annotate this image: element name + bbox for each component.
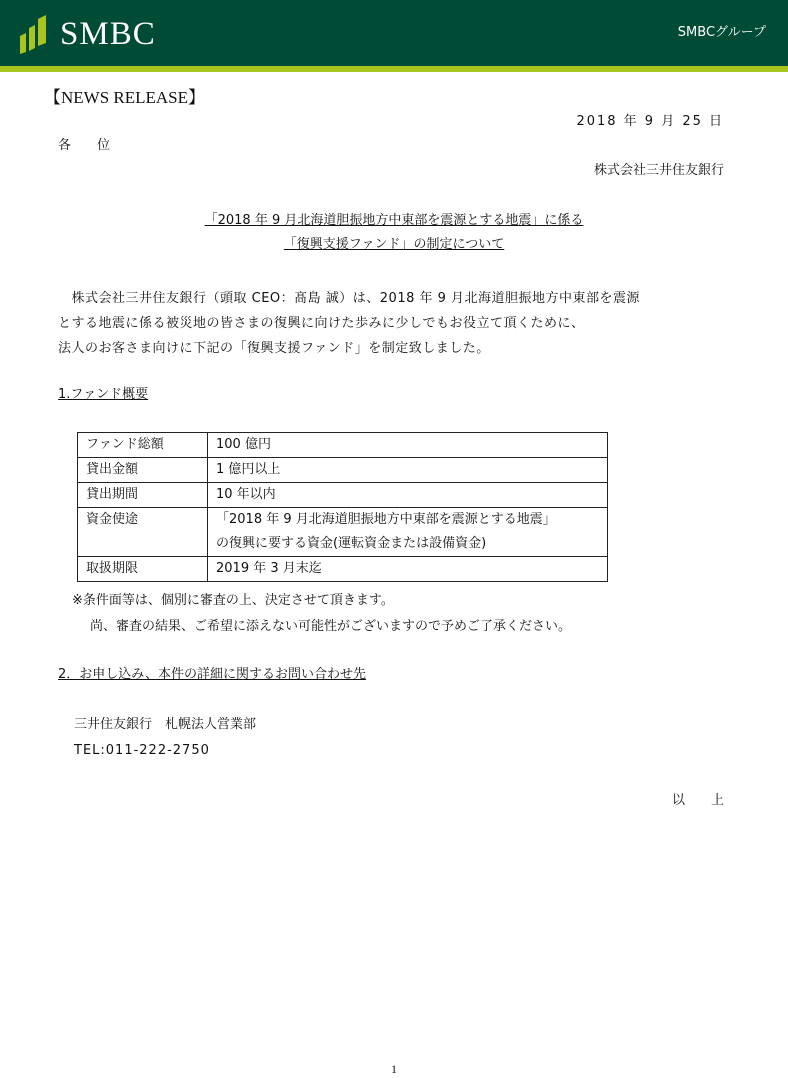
body-paragraph — [58, 286, 733, 361]
table-value: 100 億円 — [208, 433, 608, 458]
table-value-line: の復興に要する資金(運転資金または設備資金) — [216, 536, 487, 551]
body-line: 法人のお客さま向けに下記の「復興支援ファンド」を制定致しました。 — [58, 341, 490, 356]
note-review: 尚、審査の結果、ご希望に添えない可能性がございますので予めご了承ください。 — [90, 619, 572, 634]
logo-text: SMBC — [60, 16, 156, 52]
table-key: ファンド総額 — [78, 433, 208, 458]
table-row — [78, 458, 608, 483]
table-value — [208, 508, 608, 557]
section-heading-contact: 2．お申し込み、本件の詳細に関するお問い合わせ先 — [58, 667, 367, 682]
body-line: 株式会社三井住友銀行（頭取 CEO：髙島 誠）は、2018 年 9 月北海道胆振地方中東部を震源 — [58, 291, 641, 306]
group-name: SMBCグループ — [677, 25, 766, 40]
table-key: 貸出期間 — [78, 483, 208, 508]
contact-phone: TEL:011-222-2750 — [74, 743, 210, 758]
title-line-1: 「2018 年 9 月北海道胆振地方中東部を震源とする地震」に係る — [204, 213, 584, 228]
fund-table — [77, 432, 608, 582]
page-number: 1 — [391, 1062, 397, 1076]
table-key: 資金使途 — [78, 508, 208, 557]
table-row — [78, 483, 608, 508]
contact-department: 三井住友銀行 札幌法人営業部 — [74, 717, 257, 732]
note-conditions: ※条件面等は、個別に審査の上、決定させて頂きます。 — [72, 593, 394, 608]
table-value: 2019 年 3 月末迄 — [208, 557, 608, 582]
table-row — [78, 433, 608, 458]
addressee: 各 位 — [58, 138, 111, 153]
smbc-logo-icon — [18, 14, 48, 54]
release-date: 2018 年 9 月 25 日 — [576, 114, 724, 129]
table-row — [78, 557, 608, 582]
header-bar — [0, 0, 788, 66]
table-row — [78, 508, 608, 557]
table-value: 10 年以内 — [208, 483, 608, 508]
title-line-2: 「復興支援ファンド」の制定について — [283, 237, 505, 252]
company-name: 株式会社三井住友銀行 — [593, 163, 724, 178]
table-value-line: 「2018 年 9 月北海道胆振地方中東部を震源とする地震」 — [216, 512, 556, 527]
closing-mark: 以 上 — [671, 793, 724, 808]
table-value: 1 億円以上 — [208, 458, 608, 483]
news-release-label: 【NEWS RELEASE】 — [44, 88, 206, 107]
table-key: 貸出金額 — [78, 458, 208, 483]
header-stripe — [0, 66, 788, 72]
section-heading-fund-overview: 1.ファンド概要 — [58, 387, 149, 402]
body-line: とする地震に係る被災地の皆さまの復興に向けた歩みに少しでもお役立て頂くために、 — [58, 316, 585, 331]
table-key: 取扱期限 — [78, 557, 208, 582]
